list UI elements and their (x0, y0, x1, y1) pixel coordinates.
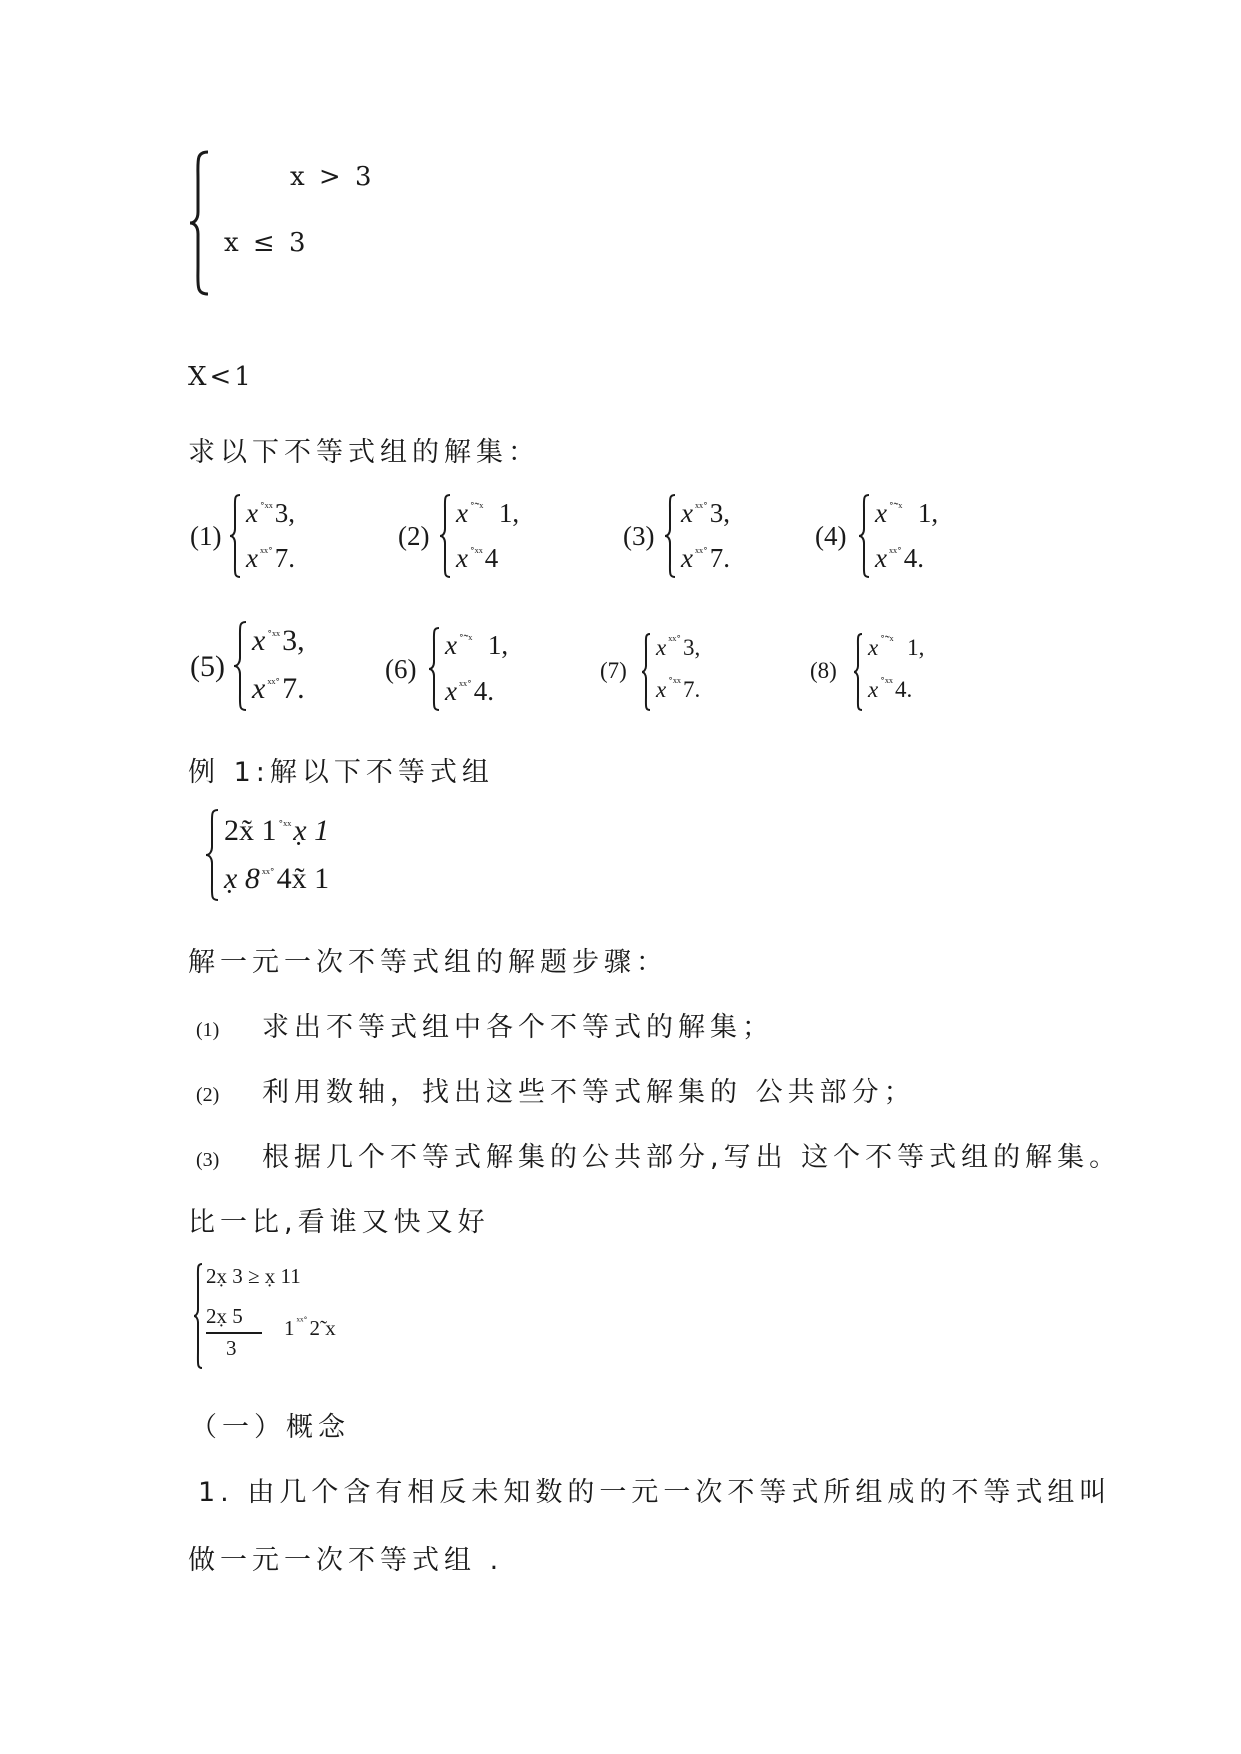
exercise-4 (815, 493, 995, 583)
compare-frac-num: 2x̣ 5 (206, 1304, 243, 1328)
exercise-label: (5) (190, 650, 225, 683)
example1-line1: 2x̃ 1 (224, 814, 277, 847)
compare-title: 比一比,看谁又快又好 (188, 1207, 490, 1238)
left-brace-icon (188, 150, 210, 296)
value: 4. (473, 676, 494, 706)
exercise-label: (7) (600, 658, 627, 683)
fraction-bar (206, 1332, 262, 1334)
inequality-glyph: ˣˣ˚ (296, 1314, 308, 1328)
exercise-prompt: 求以下不等式组的解集： (188, 437, 540, 468)
value: 7. (709, 543, 730, 573)
var-x: x (656, 677, 667, 702)
exercise-7 (600, 632, 760, 716)
step-number: (3) (196, 1149, 220, 1171)
value: 1, (487, 630, 509, 660)
example1-line2-rest: 4x̃ 1 (276, 862, 330, 895)
exercise-label: (3) (623, 521, 655, 551)
value: 7. (274, 543, 295, 573)
steps-title: 解一元一次不等式组的解题步骤： (188, 947, 668, 978)
example1-line2: x̣ 8 (224, 862, 260, 895)
var-x: x (868, 635, 879, 660)
step-number: (1) (196, 1019, 220, 1041)
exercise-label: (4) (815, 521, 847, 551)
example1-system (204, 808, 444, 904)
system-top-line1: x > 3 (290, 162, 375, 192)
value: 4 (484, 543, 499, 573)
inequality-glyph: ˚˜ˣ (458, 633, 473, 648)
step-text: 求出不等式组中各个不等式的解集； (262, 1012, 774, 1043)
concept-item1-line2: 做一元一次不等式组 . (188, 1545, 504, 1576)
var-x: x (681, 543, 693, 573)
inequality-system-top (188, 150, 388, 300)
inequality-glyph: ˚˜ˣ (469, 501, 484, 516)
var-x: x (246, 543, 258, 573)
value: 4. (894, 677, 913, 702)
left-brace-icon (192, 1262, 204, 1370)
inequality-glyph: ˣˣ˚ (888, 546, 902, 561)
var-x: x (445, 676, 457, 706)
var-x: x (456, 498, 468, 528)
inequality-glyph: ˚˜ˣ (888, 501, 903, 516)
exercise-1 (190, 493, 350, 583)
step-2 (196, 1070, 916, 1109)
var-x: x (875, 498, 887, 528)
inequality-glyph: ˣˣ˚ (668, 634, 681, 649)
var-x: x (875, 543, 887, 573)
step-number: (2) (196, 1084, 220, 1106)
inequality-glyph: ˣˣ˚ (694, 501, 708, 516)
compare-line2-rest: 1 (284, 1316, 295, 1340)
answer-line: X<1 (188, 362, 254, 392)
left-brace-icon (663, 493, 677, 579)
example1-line1-rest: x̣ 1 (293, 814, 330, 847)
exercise-3 (623, 493, 783, 583)
inequality-glyph: ˚ˣˣ (259, 501, 273, 516)
inequality-glyph: ˚ˣˣ (880, 676, 893, 691)
var-x: x (252, 624, 266, 657)
left-brace-icon (438, 493, 452, 579)
step-text: 根据几个不等式解集的公共部分,写出 这个不等式组的解集。 (262, 1142, 1122, 1173)
left-brace-icon (228, 493, 242, 579)
left-brace-icon (427, 626, 441, 712)
step-text: 利用数轴，找出这些不等式解集的 公共部分； (262, 1077, 916, 1108)
exercise-label: (1) (190, 521, 222, 551)
inequality-glyph: ˚ˣˣ (278, 819, 292, 834)
compare-frac-den: 3 (226, 1336, 237, 1360)
value: 4. (903, 543, 924, 573)
inequality-glyph: ˣˣ˚ (259, 546, 273, 561)
compare-line1: 2x̣ 3 ≥ x̣ 11 (206, 1264, 301, 1288)
inequality-glyph: ˣˣ˚ (267, 677, 281, 692)
left-brace-icon (640, 632, 652, 712)
inequality-glyph: ˣˣ˚ (261, 867, 275, 882)
var-x: x (656, 635, 667, 660)
exercise-label: (2) (398, 521, 430, 551)
value: 1, (907, 635, 925, 660)
exercise-6 (385, 626, 555, 716)
var-x: x (868, 677, 879, 702)
value: 7. (282, 672, 305, 705)
step-1 (196, 1005, 774, 1044)
concept-heading: （一）概念 (190, 1412, 350, 1443)
left-brace-icon (857, 493, 871, 579)
system-top-line2: x ≤ 3 (224, 228, 309, 258)
compare-system (192, 1262, 432, 1372)
value: 3, (709, 498, 730, 528)
left-brace-icon (232, 620, 248, 712)
var-x: x (681, 498, 693, 528)
var-x: x (456, 543, 468, 573)
exercise-label: (8) (810, 658, 837, 683)
example1-title: 例 1:解以下不等式组 (188, 757, 494, 788)
exercise-5 (190, 620, 360, 716)
value: 7. (682, 677, 701, 702)
value: 1, (498, 498, 520, 528)
compare-line2-tail: 2̃ x (309, 1316, 336, 1340)
inequality-glyph: ˚˜ˣ (880, 634, 894, 649)
value: 3, (682, 635, 701, 660)
value: 3, (274, 498, 295, 528)
inequality-glyph: ˚ˣˣ (267, 629, 281, 644)
inequality-glyph: ˣˣ˚ (694, 546, 708, 561)
inequality-glyph: ˚ˣˣ (668, 676, 681, 691)
value: 1, (917, 498, 939, 528)
inequality-glyph: ˣˣ˚ (458, 679, 472, 694)
step-3 (196, 1135, 1121, 1174)
exercise-label: (6) (385, 654, 417, 684)
var-x: x (246, 498, 258, 528)
exercise-8 (810, 632, 970, 716)
left-brace-icon (204, 808, 220, 902)
inequality-glyph: ˚ˣˣ (469, 546, 483, 561)
concept-item1-line1: 1. 由几个含有相反未知数的一元一次不等式所组成的不等式组叫 (198, 1477, 1112, 1508)
left-brace-icon (852, 632, 864, 712)
var-x: x (252, 672, 266, 705)
exercise-2 (398, 493, 558, 583)
value: 3, (282, 624, 305, 657)
var-x: x (445, 630, 457, 660)
